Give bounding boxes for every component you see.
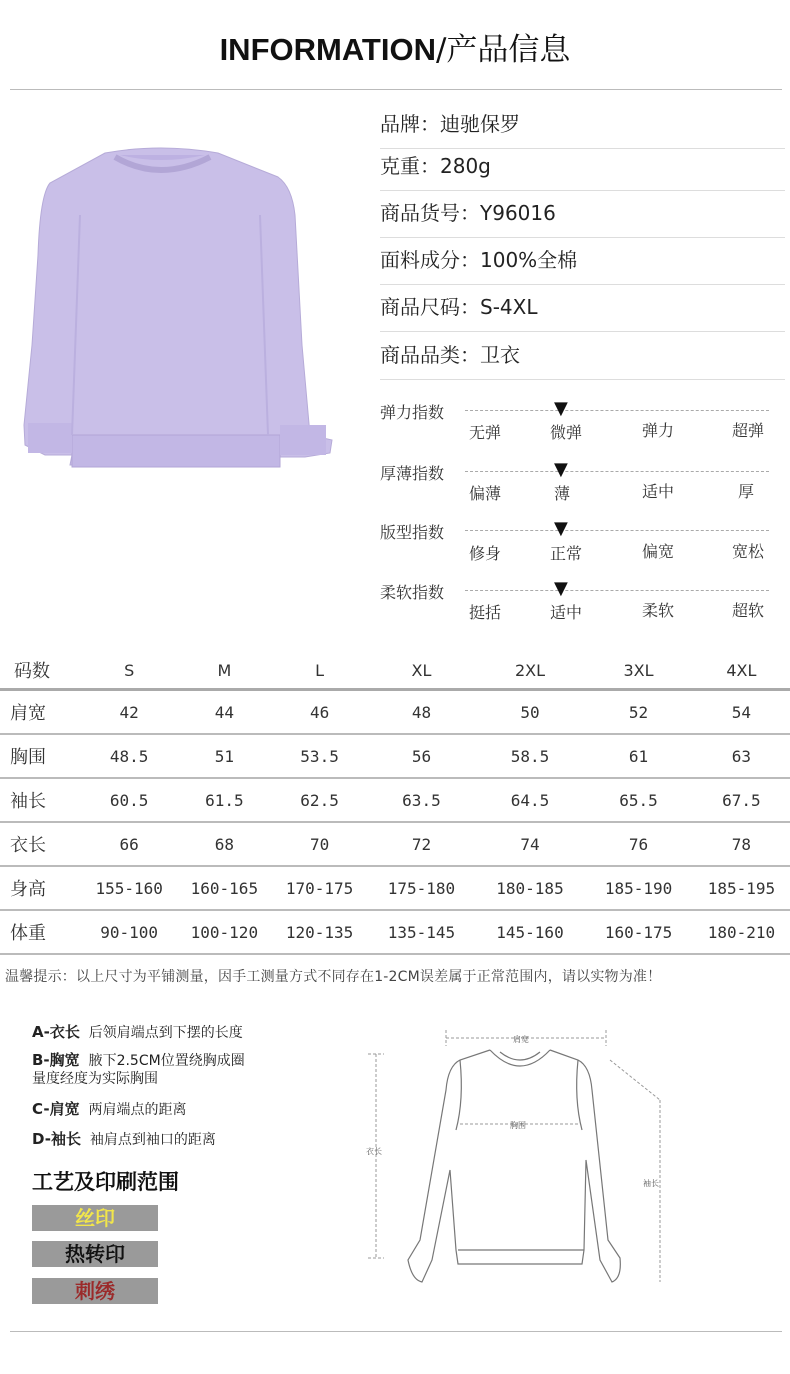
- table-row: [0, 734, 790, 778]
- legend-text: 袖肩点到袖口的距离: [89, 1132, 216, 1148]
- table-cell: 42: [82, 690, 177, 735]
- table-row: [0, 778, 790, 822]
- table-header-cell: 3XL: [623, 660, 654, 680]
- selected-marker-icon: ▼: [554, 398, 568, 419]
- table-cell: 66: [82, 822, 177, 866]
- table-cell: 145-160: [476, 910, 585, 954]
- title-english: INFORMATION: [219, 32, 436, 67]
- table-row-header: 体重: [0, 910, 82, 954]
- index-option: 正常: [549, 544, 582, 563]
- index-option: 适中: [549, 603, 582, 622]
- table-cell: 50: [476, 690, 585, 735]
- diagram-label-chest: 胸围: [510, 1121, 526, 1130]
- legend-text-continued: 量度经度为实际胸围: [32, 1071, 158, 1087]
- table-cell: 100-120: [177, 910, 272, 954]
- index-label: 弹力指数: [380, 403, 445, 422]
- page-title: [0, 28, 790, 72]
- table-cell: 58.5: [476, 734, 585, 778]
- table-cell: 185-190: [584, 866, 693, 910]
- measurement-note: 温馨提示：以上尺寸为平铺测量，因手工测量方式不同存在1-2CM误差属于正常范围内，请以实物为准！: [5, 969, 662, 985]
- craft-embroidery-badge: 刺绣: [32, 1278, 158, 1304]
- craft-heat-transfer-badge: 热转印: [32, 1241, 158, 1267]
- table-header-cell: L: [315, 660, 325, 680]
- index-label: 版型指数: [380, 523, 445, 542]
- info-size-range: 商品尺码：S-4XL: [380, 283, 785, 332]
- legend-text: 两肩端点的距离: [88, 1102, 187, 1118]
- info-category: 商品品类：卫衣: [380, 331, 785, 380]
- table-cell: 160-175: [584, 910, 693, 954]
- table-header-cell: 4XL: [726, 660, 757, 680]
- index-option: 薄: [553, 484, 570, 503]
- index-option: 适中: [641, 482, 674, 501]
- title-chinese: /产品信息: [435, 32, 571, 68]
- table-cell: 46: [272, 690, 367, 735]
- table-cell: 68: [177, 822, 272, 866]
- index-option: 无弹: [468, 423, 501, 442]
- legend-text: 后领肩端点到下摆的长度: [88, 1025, 243, 1041]
- selected-marker-icon: ▼: [554, 518, 568, 539]
- table-header-cell: 2XL: [514, 660, 546, 680]
- table-cell: 51: [177, 734, 272, 778]
- table-cell: 63.5: [367, 778, 476, 822]
- selected-marker-icon: ▼: [554, 459, 568, 480]
- info-weight: 克重：280g: [380, 142, 785, 191]
- diagram-label-length: 衣长: [366, 1147, 382, 1156]
- table-header-row: [0, 652, 790, 690]
- index-option: 柔软: [641, 601, 674, 620]
- table-cell: 74: [476, 822, 585, 866]
- table-cell: 54: [693, 690, 790, 735]
- info-brand: 品牌：迪驰保罗: [380, 100, 785, 149]
- table-cell: 61: [584, 734, 693, 778]
- index-scale-line: [465, 471, 769, 472]
- table-cell: 120-135: [272, 910, 367, 954]
- table-cell: 180-185: [476, 866, 585, 910]
- index-option: 微弹: [549, 423, 582, 442]
- table-cell: 63: [693, 734, 790, 778]
- table-header-cell: 码数: [14, 661, 50, 682]
- table-cell: 60.5: [82, 778, 177, 822]
- legend-item-sleeve: [32, 1130, 216, 1149]
- table-cell: 135-145: [367, 910, 476, 954]
- table-header-cell: S: [124, 660, 135, 680]
- diagram-label-sleeve: 袖长: [643, 1179, 659, 1188]
- index-option: 偏宽: [641, 542, 674, 561]
- index-option: 弹力: [641, 421, 674, 440]
- index-option: 偏薄: [468, 484, 501, 503]
- table-cell: 160-165: [177, 866, 272, 910]
- table-cell: 76: [584, 822, 693, 866]
- table-row: [0, 910, 790, 954]
- table-row-header: 胸围: [0, 734, 82, 778]
- table-cell: 61.5: [177, 778, 272, 822]
- table-row-header: 袖长: [0, 778, 82, 822]
- index-option: 宽松: [731, 542, 764, 561]
- table-cell: 64.5: [476, 778, 585, 822]
- table-cell: 65.5: [584, 778, 693, 822]
- size-chart-table: [0, 652, 790, 955]
- header-divider: [10, 89, 782, 90]
- legend-item-length: [32, 1023, 243, 1042]
- table-cell: 90-100: [82, 910, 177, 954]
- table-cell: 170-175: [272, 866, 367, 910]
- index-scale-line: [465, 590, 769, 591]
- table-cell: 48: [367, 690, 476, 735]
- legend-text: 腋下2.5CM位置绕胸成圈: [88, 1053, 245, 1069]
- footer-divider: [10, 1331, 782, 1332]
- table-row-header: 肩宽: [0, 690, 82, 735]
- craft-silk-print-badge: 丝印: [32, 1205, 158, 1231]
- table-cell: 52: [584, 690, 693, 735]
- info-item-number: 商品货号：Y96016: [380, 189, 785, 238]
- index-option: 修身: [468, 544, 501, 563]
- table-cell: 78: [693, 822, 790, 866]
- table-header-cell: M: [217, 660, 232, 680]
- product-sweatshirt-image: [10, 135, 355, 495]
- measurement-diagram: [360, 1020, 680, 1310]
- table-row-header: 衣长: [0, 822, 82, 866]
- selected-marker-icon: ▼: [554, 578, 568, 599]
- table-cell: 56: [367, 734, 476, 778]
- table-cell: 180-210: [693, 910, 790, 954]
- table-cell: 155-160: [82, 866, 177, 910]
- index-option: 挺括: [468, 603, 501, 622]
- legend-item-shoulder: [32, 1100, 187, 1119]
- table-row: [0, 866, 790, 910]
- table-header-cell: XL: [411, 660, 432, 680]
- index-scale-line: [465, 410, 769, 411]
- index-label: 厚薄指数: [380, 464, 445, 483]
- table-cell: 62.5: [272, 778, 367, 822]
- index-option: 厚: [737, 482, 754, 501]
- index-option: 超弹: [731, 421, 764, 440]
- index-label: 柔软指数: [380, 583, 445, 602]
- table-row: [0, 690, 790, 735]
- info-fabric: 面料成分：100%全棉: [380, 236, 785, 285]
- table-cell: 53.5: [272, 734, 367, 778]
- table-cell: 70: [272, 822, 367, 866]
- legend-key: A-衣长: [32, 1023, 80, 1041]
- table-cell: 72: [367, 822, 476, 866]
- craft-section-title: 工艺及印刷范围: [32, 1170, 179, 1194]
- table-cell: 185-195: [693, 866, 790, 910]
- legend-key: B-胸宽: [32, 1051, 80, 1069]
- legend-item-chest: [32, 1051, 245, 1088]
- table-cell: 175-180: [367, 866, 476, 910]
- index-scale-line: [465, 530, 769, 531]
- table-cell: 67.5: [693, 778, 790, 822]
- legend-key: C-肩宽: [32, 1100, 80, 1118]
- table-cell: 44: [177, 690, 272, 735]
- table-row-header: 身高: [0, 866, 82, 910]
- index-option: 超软: [731, 601, 764, 620]
- diagram-label-shoulder: 肩宽: [513, 1035, 529, 1044]
- table-row: [0, 822, 790, 866]
- legend-key: D-袖长: [32, 1130, 81, 1148]
- table-cell: 48.5: [82, 734, 177, 778]
